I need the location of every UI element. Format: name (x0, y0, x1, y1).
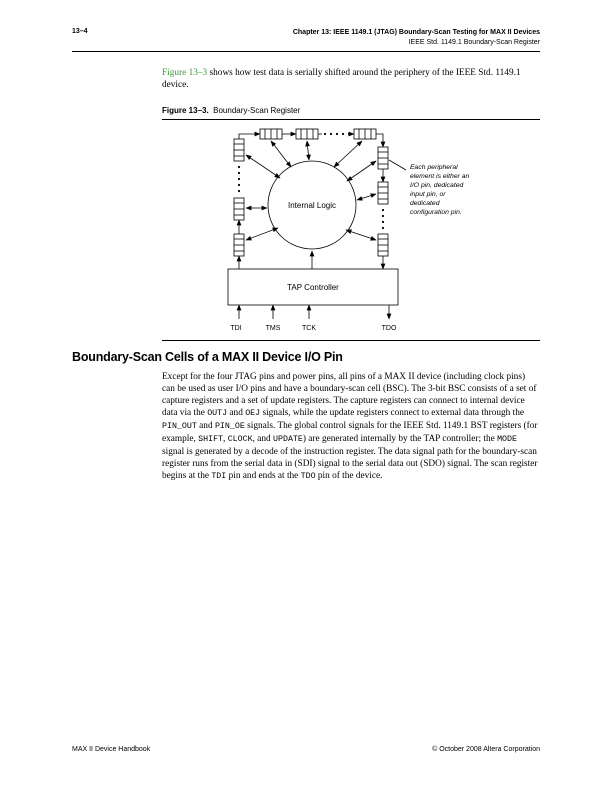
intro-text: shows how test data is serially shifted around the periphery of the IEEE Std. 1149.1 device. (162, 68, 521, 90)
data-arrow-right-3 (346, 230, 376, 240)
right-boundary-scan-cell-3 (378, 234, 388, 256)
data-arrow-top-3 (334, 141, 362, 167)
data-arrow-left-1 (246, 155, 280, 178)
tms-pin-label: TMS (265, 325, 281, 332)
figure-bottom-rule (162, 340, 540, 341)
internal-logic-label: Internal Logic (287, 201, 337, 210)
data-arrow-top-1 (271, 141, 291, 167)
svg-text:dedicated: dedicated (410, 200, 440, 207)
chapter-title: Chapter 13: IEEE 1149.1 (JTAG) Boundary-Scan Testing for MAX II Devices (292, 29, 540, 36)
left-boundary-scan-cell-3 (234, 234, 244, 256)
peripheral-element-annotation (410, 164, 470, 216)
top-boundary-scan-cell-2 (296, 129, 318, 139)
right-boundary-scan-cell-2 (378, 182, 388, 204)
figure-title: Boundary-Scan Register (213, 106, 301, 115)
svg-text:I/O pin, dedicated: I/O pin, dedicated (410, 182, 464, 189)
scan-path-left-to-top (239, 134, 260, 139)
scan-chain-continuation-dots (238, 133, 384, 229)
top-boundary-scan-cell-1 (260, 129, 282, 139)
left-boundary-scan-cell-2 (234, 198, 244, 220)
right-boundary-scan-cell-1 (378, 147, 388, 169)
annotation-leader-line (389, 160, 406, 170)
tdo-pin-label: TDO (381, 325, 397, 332)
tdi-pin-label: TDI (230, 325, 242, 332)
page-number: 13–4 (72, 28, 88, 35)
data-arrow-right-2 (357, 194, 376, 200)
svg-text:element is either an: element is either an (410, 173, 470, 180)
scan-path-top-to-right (376, 134, 383, 147)
section-subtitle: IEEE Std. 1149.1 Boundary-Scan Register (408, 38, 540, 46)
svg-text:input pin, or: input pin, or (410, 191, 446, 198)
footer-copyright: © October 2008 Altera Corporation (432, 746, 540, 753)
data-arrow-left-3 (246, 228, 278, 240)
tck-pin-label: TCK (302, 325, 316, 332)
data-arrow-top-2 (307, 141, 309, 160)
top-boundary-scan-cell-3 (354, 129, 376, 139)
tap-controller-label: TAP Controller (287, 283, 339, 292)
svg-text:configuration pin.: configuration pin. (410, 209, 462, 216)
left-boundary-scan-cell-1 (234, 139, 244, 161)
data-arrow-right-1 (347, 161, 376, 181)
section-heading: Boundary-Scan Cells of a MAX II Device I/O Pin (72, 350, 343, 364)
svg-text:Each peripheral: Each peripheral (410, 164, 458, 171)
figure-cross-reference-link[interactable]: Figure 13–3 (162, 68, 208, 78)
figure-number: Figure 13–3. (162, 106, 209, 115)
footer-book-title: MAX II Device Handbook (72, 746, 151, 753)
body-paragraph: Except for the four JTAG pins and power pins, all pins of a MAX II device (including clock pins) can be used as user I/O pins and have a boundary-scan cell (BSC). The 3-bit BSC consists of a set of capture registers and a set of update registers. The capture registers can connect to internal device data via the OUTJ and OEJ signals, while the update registers connect to external data through the PIN_OUT and PIN_OE signals. The global control signals for the IEEE Std. 1149.1 BST registers (for example, SHIFT, CLOCK, and UPDATE) are generated internally by the TAP controller; the MODE signal is generated by a decode of the instruction register. The data signal path for the boundary-scan register runs from the serial data in (SDI) signal to the serial data out (SDO) signal. The scan register begins at the TDI pin and ends at the TDO pin of the device. (162, 372, 538, 481)
